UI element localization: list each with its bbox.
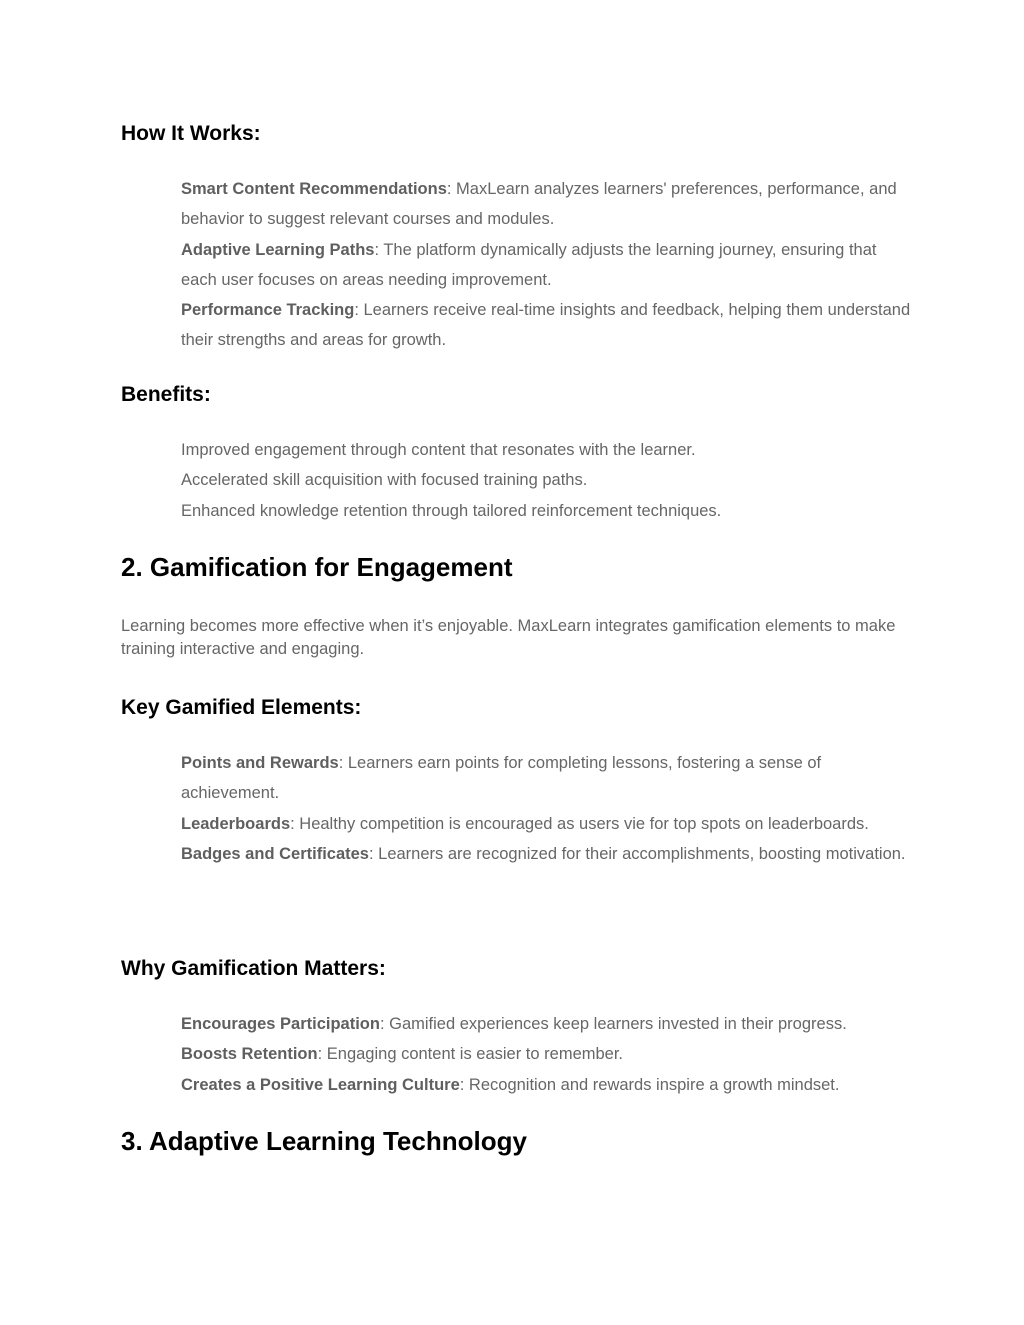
list-item bbox=[181, 839, 911, 869]
item-term: Boosts Retention bbox=[181, 1045, 318, 1064]
item-desc: : The platform dynamically adjusts the learning journey, ensuring that each user focuses on areas needing improvement. bbox=[181, 240, 877, 289]
how-it-works-heading: How It Works: bbox=[121, 122, 261, 145]
item-term: Points and Rewards bbox=[181, 754, 339, 772]
list-item: Improved engagement through content that resonates with the learner. bbox=[181, 441, 696, 459]
item-term: Adaptive Learning Paths bbox=[181, 240, 375, 259]
item-desc: : Learners earn points for completing lessons, fostering a sense of achievement. bbox=[181, 754, 822, 803]
item-desc: : Engaging content is easier to remember. bbox=[317, 1045, 624, 1064]
key-elements-heading: Key Gamified Elements: bbox=[121, 696, 362, 719]
item-desc: : MaxLearn analyzes learners' preferences, performance, and behavior to suggest relevant courses and modules. bbox=[181, 180, 897, 229]
item-term: Leaderboards bbox=[181, 814, 291, 833]
list-item bbox=[181, 174, 911, 235]
list-item bbox=[181, 235, 911, 296]
item-term: Smart Content Recommendations bbox=[181, 180, 447, 198]
list-item bbox=[181, 748, 911, 809]
item-desc: : Learners are recognized for their accomplishments, boosting motivation. bbox=[368, 844, 906, 863]
item-desc: : Learners receive real-time insights and feedback, helping them understand their strengths and areas for growth. bbox=[181, 301, 911, 350]
list-item bbox=[181, 809, 911, 839]
list-item: Enhanced knowledge retention through tailored reinforcement techniques. bbox=[181, 501, 722, 520]
why-matters-list bbox=[181, 1009, 911, 1100]
adaptive-heading: 3. Adaptive Learning Technology bbox=[121, 1126, 527, 1156]
list-item bbox=[181, 295, 911, 356]
item-desc: : Gamified experiences keep learners invested in their progress. bbox=[379, 1015, 847, 1033]
gamification-heading: 2. Gamification for Engagement bbox=[121, 552, 513, 582]
list-item bbox=[181, 1039, 911, 1069]
item-term: Creates a Positive Learning Culture bbox=[181, 1075, 460, 1094]
gamification-intro: Learning becomes more effective when it’s enjoyable. MaxLearn integrates gamification elements to make training interactive and engaging. bbox=[121, 617, 896, 658]
list-item: Accelerated skill acquisition with focused training paths. bbox=[181, 471, 588, 490]
why-matters-heading: Why Gamification Matters: bbox=[121, 957, 386, 980]
benefits-list bbox=[181, 435, 911, 526]
item-term: Performance Tracking bbox=[181, 301, 355, 320]
benefits-heading: Benefits: bbox=[121, 383, 211, 406]
item-desc: : Recognition and rewards inspire a growth mindset. bbox=[459, 1075, 840, 1094]
item-term: Encourages Participation bbox=[181, 1015, 380, 1033]
key-elements-list bbox=[181, 748, 911, 869]
how-it-works-list bbox=[181, 174, 911, 356]
list-item bbox=[181, 1070, 911, 1100]
item-desc: : Healthy competition is encouraged as users vie for top spots on leaderboards. bbox=[290, 814, 869, 833]
list-item bbox=[181, 1009, 911, 1039]
item-term: Badges and Certificates bbox=[181, 844, 369, 863]
